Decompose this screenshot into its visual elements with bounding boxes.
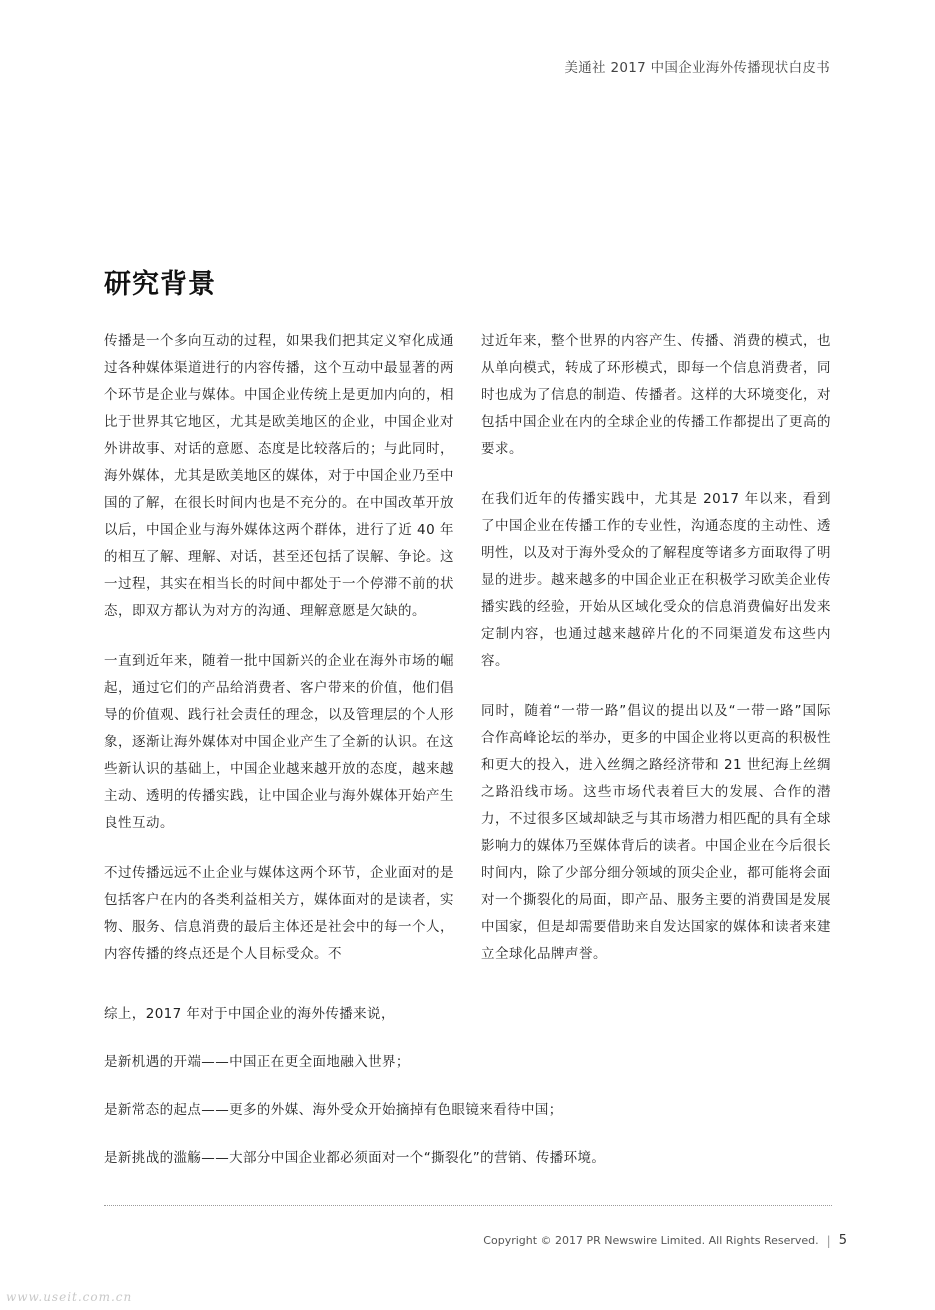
paragraph: 不过传播远远不止企业与媒体这两个环节，企业面对的是包括客户在内的各类利益相关方，媒体面对的是读者，实物、服务、信息消费的最后主体还是社会中的每一个人，内容传播的终点还是个人目标受众。不 [104,865,454,962]
page-number: 5 [838,1233,847,1248]
left-column [104,328,454,991]
paragraph: 过近年来，整个世界的内容产生、传播、消费的模式，也从单向模式，转成了环形模式，即每一个信息消费者，同时也成为了信息的制造、传播者。这样的大环境变化，对包括中国企业在内的全球企业的传播工作都提出了更高的要求。 [481,333,831,457]
right-column [481,328,831,991]
summary-line: 是新机遇的开端——中国正在更全面地融入世界； [104,1054,410,1070]
paragraph: 一直到近年来，随着一批中国新兴的企业在海外市场的崛起，通过它们的产品给消费者、客户带来的价值，他们倡导的价值观、践行社会责任的理念，以及管理层的个人形象，逐渐让海外媒体对中国企业产生了全新的认识。在这些新认识的基础上，中国企业越来越开放的态度，越来越主动、透明的传播实践，让中国企业与海外媒体开始产生良性互动。 [104,653,454,831]
footer-divider [104,1205,832,1206]
summary-line: 是新挑战的滥觞——大部分中国企业都必须面对一个“撕裂化”的营销、传播环境。 [104,1150,606,1166]
watermark: www.useit.com.cn [6,1290,133,1304]
footer-separator: | [826,1233,831,1248]
paragraph: 同时，随着“一带一路”倡议的提出以及“一带一路”国际合作高峰论坛的举办，更多的中国企业将以更高的积极性和更大的投入，进入丝绸之路经济带和 21 世纪海上丝绸之路沿线市场。这些市场代表着巨大的发展、合作的潜力，不过很多区域却缺乏与其市场潜力相匹配的具有全球影响力的媒体乃至媒体背后的读者。中国企业在今后很长时间内，除了少部分细分领域的顶尖企业，都可能将会面对一个撕裂化的局面，即产品、服务主要的消费国是发展中国家，但是却需要借助来自发达国家的媒体和读者来建立全球化品牌声誉。 [481,703,831,962]
section-title: 研究背景 [104,269,216,300]
summary-line: 是新常态的起点——更多的外媒、海外受众开始摘掉有色眼镜来看待中国； [104,1102,563,1118]
paragraph: 在我们近年的传播实践中，尤其是 2017 年以来，看到了中国企业在传播工作的专业性，沟通态度的主动性、透明性，以及对于海外受众的了解程度等诸多方面取得了明显的进步。越来越多的中国企业正在积极学习欧美企业传播实践的经验，开始从区域化受众的信息消费偏好出发来定制内容，也通过越来越碎片化的不同渠道发布这些内容。 [481,491,831,669]
copyright-text: Copyright © 2017 PR Newswire Limited. All Rights Reserved. [483,1234,819,1247]
footer [483,1233,847,1248]
summary-line: 综上，2017 年对于中国企业的海外传播来说， [104,1006,395,1022]
paragraph: 传播是一个多向互动的过程，如果我们把其定义窄化成通过各种媒体渠道进行的内容传播，这个互动中最显著的两个环节是企业与媒体。中国企业传统上是更加内向的，相比于世界其它地区，尤其是欧美地区的企业，中国企业对外讲故事、对话的意愿、态度是比较落后的；与此同时，海外媒体，尤其是欧美地区的媒体，对于中国企业乃至中国的了解，在很长时间内也是不充分的。在中国改革开放以后，中国企业与海外媒体这两个群体，进行了近 40 年的相互了解、理解、对话，甚至还包括了误解、争论。这一过程，其实在相当长的时间中都处于一个停滞不前的状态，即双方都认为对方的沟通、理解意愿是欠缺的。 [104,333,454,619]
running-header: 美通社 2017 中国企业海外传播现状白皮书 [564,60,830,76]
summary-block [104,1002,834,1194]
